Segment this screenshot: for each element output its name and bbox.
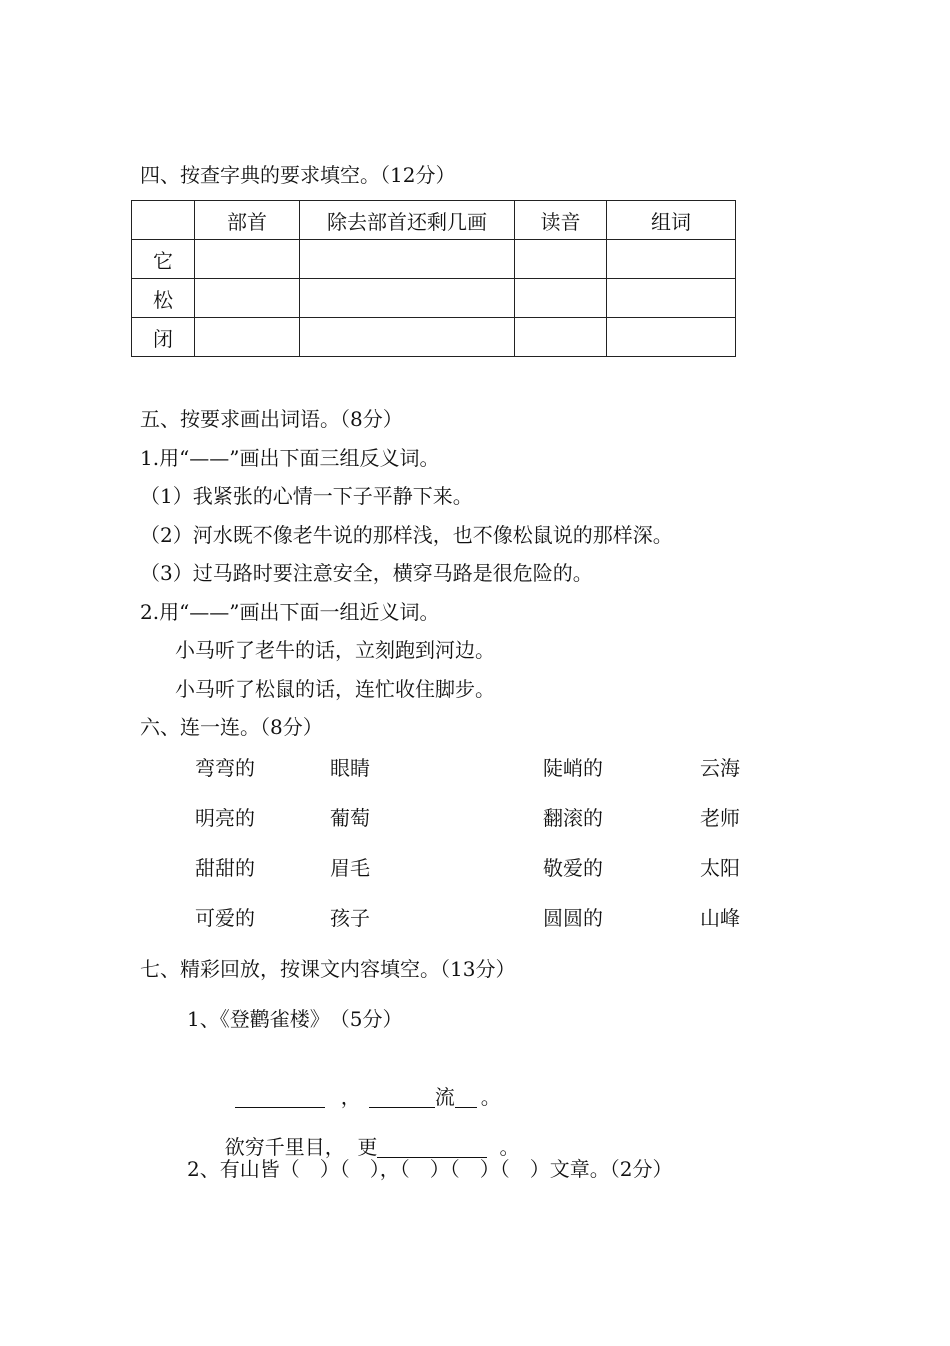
table-answer-cell[interactable]: [300, 279, 515, 318]
table-answer-cell[interactable]: [300, 318, 515, 357]
table-answer-cell[interactable]: [515, 318, 607, 357]
match-word-left-noun[interactable]: 孩子: [330, 906, 370, 930]
section5-q2-item: 小马听了松鼠的话，连忙收住脚步。: [175, 677, 495, 701]
match-word-left-modifier[interactable]: 可爱的: [195, 906, 255, 930]
match-word-right-noun[interactable]: 老师: [700, 806, 740, 830]
table-row: [132, 279, 736, 318]
table-row-char: 它: [132, 240, 195, 279]
table-answer-cell[interactable]: [607, 240, 736, 279]
section7-heading: 七、精彩回放，按课文内容填空。（13分）: [140, 957, 516, 981]
table-header-cell: 读音: [515, 201, 607, 240]
table-header-cell: 组词: [607, 201, 736, 240]
section4-heading: 四、按查字典的要求填空。（12分）: [140, 163, 456, 187]
section5-q1-item: （1）我紧张的心情一下子平静下来。: [140, 484, 473, 508]
section7-question-2: 2、有山皆（ ）（ ），（ ）（ ）（ ）文章。（2分）: [187, 1157, 673, 1181]
table-header-cell: [132, 201, 195, 240]
table-answer-cell[interactable]: [300, 240, 515, 279]
table-answer-cell[interactable]: [195, 318, 300, 357]
poem-line-2: [212, 1105, 519, 1161]
poem-period: 。: [499, 1135, 520, 1159]
poem-char: 流: [434, 1085, 455, 1109]
match-word-left-modifier[interactable]: 甜甜的: [195, 856, 255, 880]
table-row: [132, 318, 736, 357]
match-word-left-noun[interactable]: 眉毛: [330, 856, 370, 880]
table-header-cell: 部首: [195, 201, 300, 240]
poem-title: 1、《登鹳雀楼》 （5分）: [187, 1007, 403, 1031]
match-word-left-noun[interactable]: 眼睛: [330, 756, 370, 780]
table-header-cell: 除去部首还剩几画: [300, 201, 515, 240]
match-word-right-noun[interactable]: 云海: [700, 756, 740, 780]
match-word-right-modifier[interactable]: 敬爱的: [543, 856, 603, 880]
table-answer-cell[interactable]: [195, 240, 300, 279]
poem-line-2-text: 欲穷千里目， 更: [224, 1135, 378, 1159]
poem-period: 。: [480, 1085, 501, 1109]
poem-comma: ，: [340, 1085, 361, 1109]
table-answer-cell[interactable]: [607, 279, 736, 318]
section5-q1-item: （2）河水既不像老牛说的那样浅，也不像松鼠说的那样深。: [140, 523, 673, 547]
match-word-right-noun[interactable]: 山峰: [700, 906, 740, 930]
table-header-row: [132, 201, 736, 240]
table-row-char: 松: [132, 279, 195, 318]
poem-line-1: [222, 1055, 501, 1111]
section5-q2-item: 小马听了老牛的话，立刻跑到河边。: [175, 638, 495, 662]
table-answer-cell[interactable]: [515, 279, 607, 318]
table-row-char: 闭: [132, 318, 195, 357]
table-answer-cell[interactable]: [515, 240, 607, 279]
match-word-left-noun[interactable]: 葡萄: [330, 806, 370, 830]
match-word-right-modifier[interactable]: 圆圆的: [543, 906, 603, 930]
section5-question-1: 1.用“——”画出下面三组反义词。: [140, 446, 440, 470]
match-word-right-modifier[interactable]: 翻滚的: [543, 806, 603, 830]
match-word-left-modifier[interactable]: 弯弯的: [195, 756, 255, 780]
section5-question-2: 2.用“——”画出下面一组近义词。: [140, 600, 440, 624]
section6-heading: 六、连一连。（8分）: [140, 715, 323, 739]
table-answer-cell[interactable]: [195, 279, 300, 318]
match-word-left-modifier[interactable]: 明亮的: [195, 806, 255, 830]
dictionary-table: [131, 200, 736, 357]
match-word-right-modifier[interactable]: 陡峭的: [543, 756, 603, 780]
table-answer-cell[interactable]: [607, 318, 736, 357]
table-row: [132, 240, 736, 279]
section5-q1-item: （3）过马路时要注意安全，横穿马路是很危险的。: [140, 561, 593, 585]
match-word-right-noun[interactable]: 太阳: [700, 856, 740, 880]
section5-heading: 五、按要求画出词语。（8分）: [140, 407, 403, 431]
